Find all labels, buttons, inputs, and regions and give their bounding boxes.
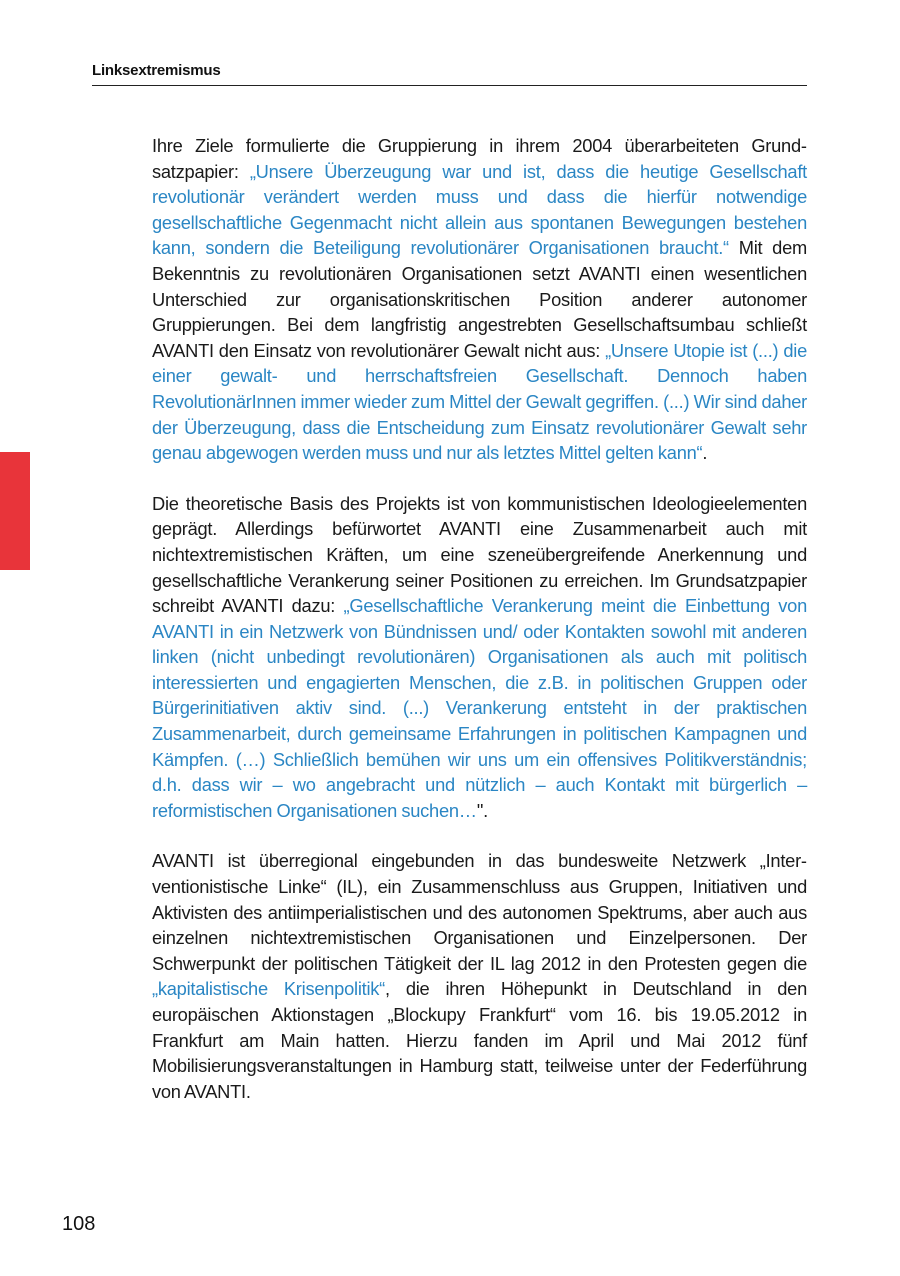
body-text	[152, 133, 807, 1129]
paragraph-2-quote-1: „Gesellschaftliche Verankerung meint die Einbettung von AVANTI in ein Netzwerk von Bündnissen und/ oder Kontakten sowohl mit anderen linken (nicht unbedingt revolutionären) Organisationen als auch mit politisch interessierten und engagierten Menschen, die z.B. in politischen Gruppen oder Bürgerinitiativen aktiv sind. (...) Verankerung entsteht in der praktischen Zusammenarbeit, durch gemeinsame Erfahrungen in politischen Kampagnen und Kämpfen. (…) Schließlich bemühen wir uns um ein offensives Politikverständnis; d.h. dass wir – wo angebracht und nützlich – auch Kontakt mit bürgerlich – reformistischen Organisationen suchen…	[152, 595, 807, 821]
paragraph-3-quote-1: „kapitalistische Krisenpolitik“	[152, 978, 386, 1000]
paragraph-1-quote-1: „Unsere Überzeugung war und ist, dass die heutige Gesellschaft revolutionär verändert werden muss und dass die hierfür notwendige gesellschaftliche Gegenmacht nicht allein aus spontanen Bewegungen bestehen kann, sondern die Beteiligung revolutionärer Organisationen braucht.“	[152, 160, 807, 259]
paragraph-2	[152, 491, 807, 824]
paragraph-1-quote-2: „Unsere Utopie ist (...) die einer gewalt- und herrschaftsfreien Gesellschaft. Dennoch haben RevolutionärInnen immer wieder zum Mittel der Gewalt gegriffen. (...) Wir sind daher der Überzeugung, dass die Entscheidung zum Einsatz revolutionärer Gewalt sehr genau abgewogen werden muss und nur als letztes Mittel gelten kann“	[152, 339, 807, 464]
paragraph-3-text-a: AVANTI ist überregional eingebunden in das bundesweite Netzwerk „Interventionistische Linke“ (IL), ein Zusammenschluss aus Gruppen, Initiativen und Aktivisten des antiimperialistischen und des autonomen Spektrums, aber auch aus einzelnen nichtextremistischen Organisationen und Einzelpersonen. Der Schwerpunkt der politischen Tätigkeit der IL lag 2012 in den Protesten gegen die	[152, 850, 807, 974]
paragraph-1-text-a: Ihre Ziele formulierte die Gruppierung in ihrem 2004 überarbeiteten Grundsatzpapier:	[152, 135, 807, 182]
paragraph-3-text-b: , die ihren Höhepunkt in Deutschland in den europäischen Aktionstagen „Blockupy Frankfurt“ vom 16. bis 19.05.2012 in Frankfurt am Main hatten. Hierzu fanden im April und Mai 2012 fünf Mobilisierungsveranstaltungen in Hamburg statt, teilweise unter der Federführung von AVANTI.	[152, 978, 807, 1102]
paragraph-1	[152, 133, 807, 466]
paragraph-3	[152, 848, 807, 1104]
paragraph-2-text-a: Die theoretische Basis des Projekts ist von kommunistischen Ideologieelementen geprägt. Allerdings befürwortet AVANTI eine Zusammenarbeit auch mit nichtextremistischen Kräften, um eine szeneübergreifende Anerkennung und gesellschaftliche Verankerung seiner Positionen zu erreichen. Im Grundsatzpapier schreibt AVANTI dazu:	[152, 492, 807, 617]
paragraph-1-text-c: .	[702, 442, 708, 464]
paragraph-1-text-b: Mit dem Bekenntnis zu revolutionären Organisationen setzt AVANTI einen wesentlichen Unterschied zur organisationskritischen Position anderer autonomer Gruppierungen. Bei dem langfristig angestrebten Gesellschaftsumbau schließt AVANTI den Einsatz von revolutionärer Gewalt nicht aus:	[152, 237, 807, 361]
section-title: Linksextremismus	[92, 62, 221, 79]
chapter-marker-tab	[0, 452, 30, 570]
paragraph-2-text-c: ".	[476, 799, 488, 821]
running-header	[92, 60, 807, 86]
page-number: 108	[62, 1213, 96, 1235]
